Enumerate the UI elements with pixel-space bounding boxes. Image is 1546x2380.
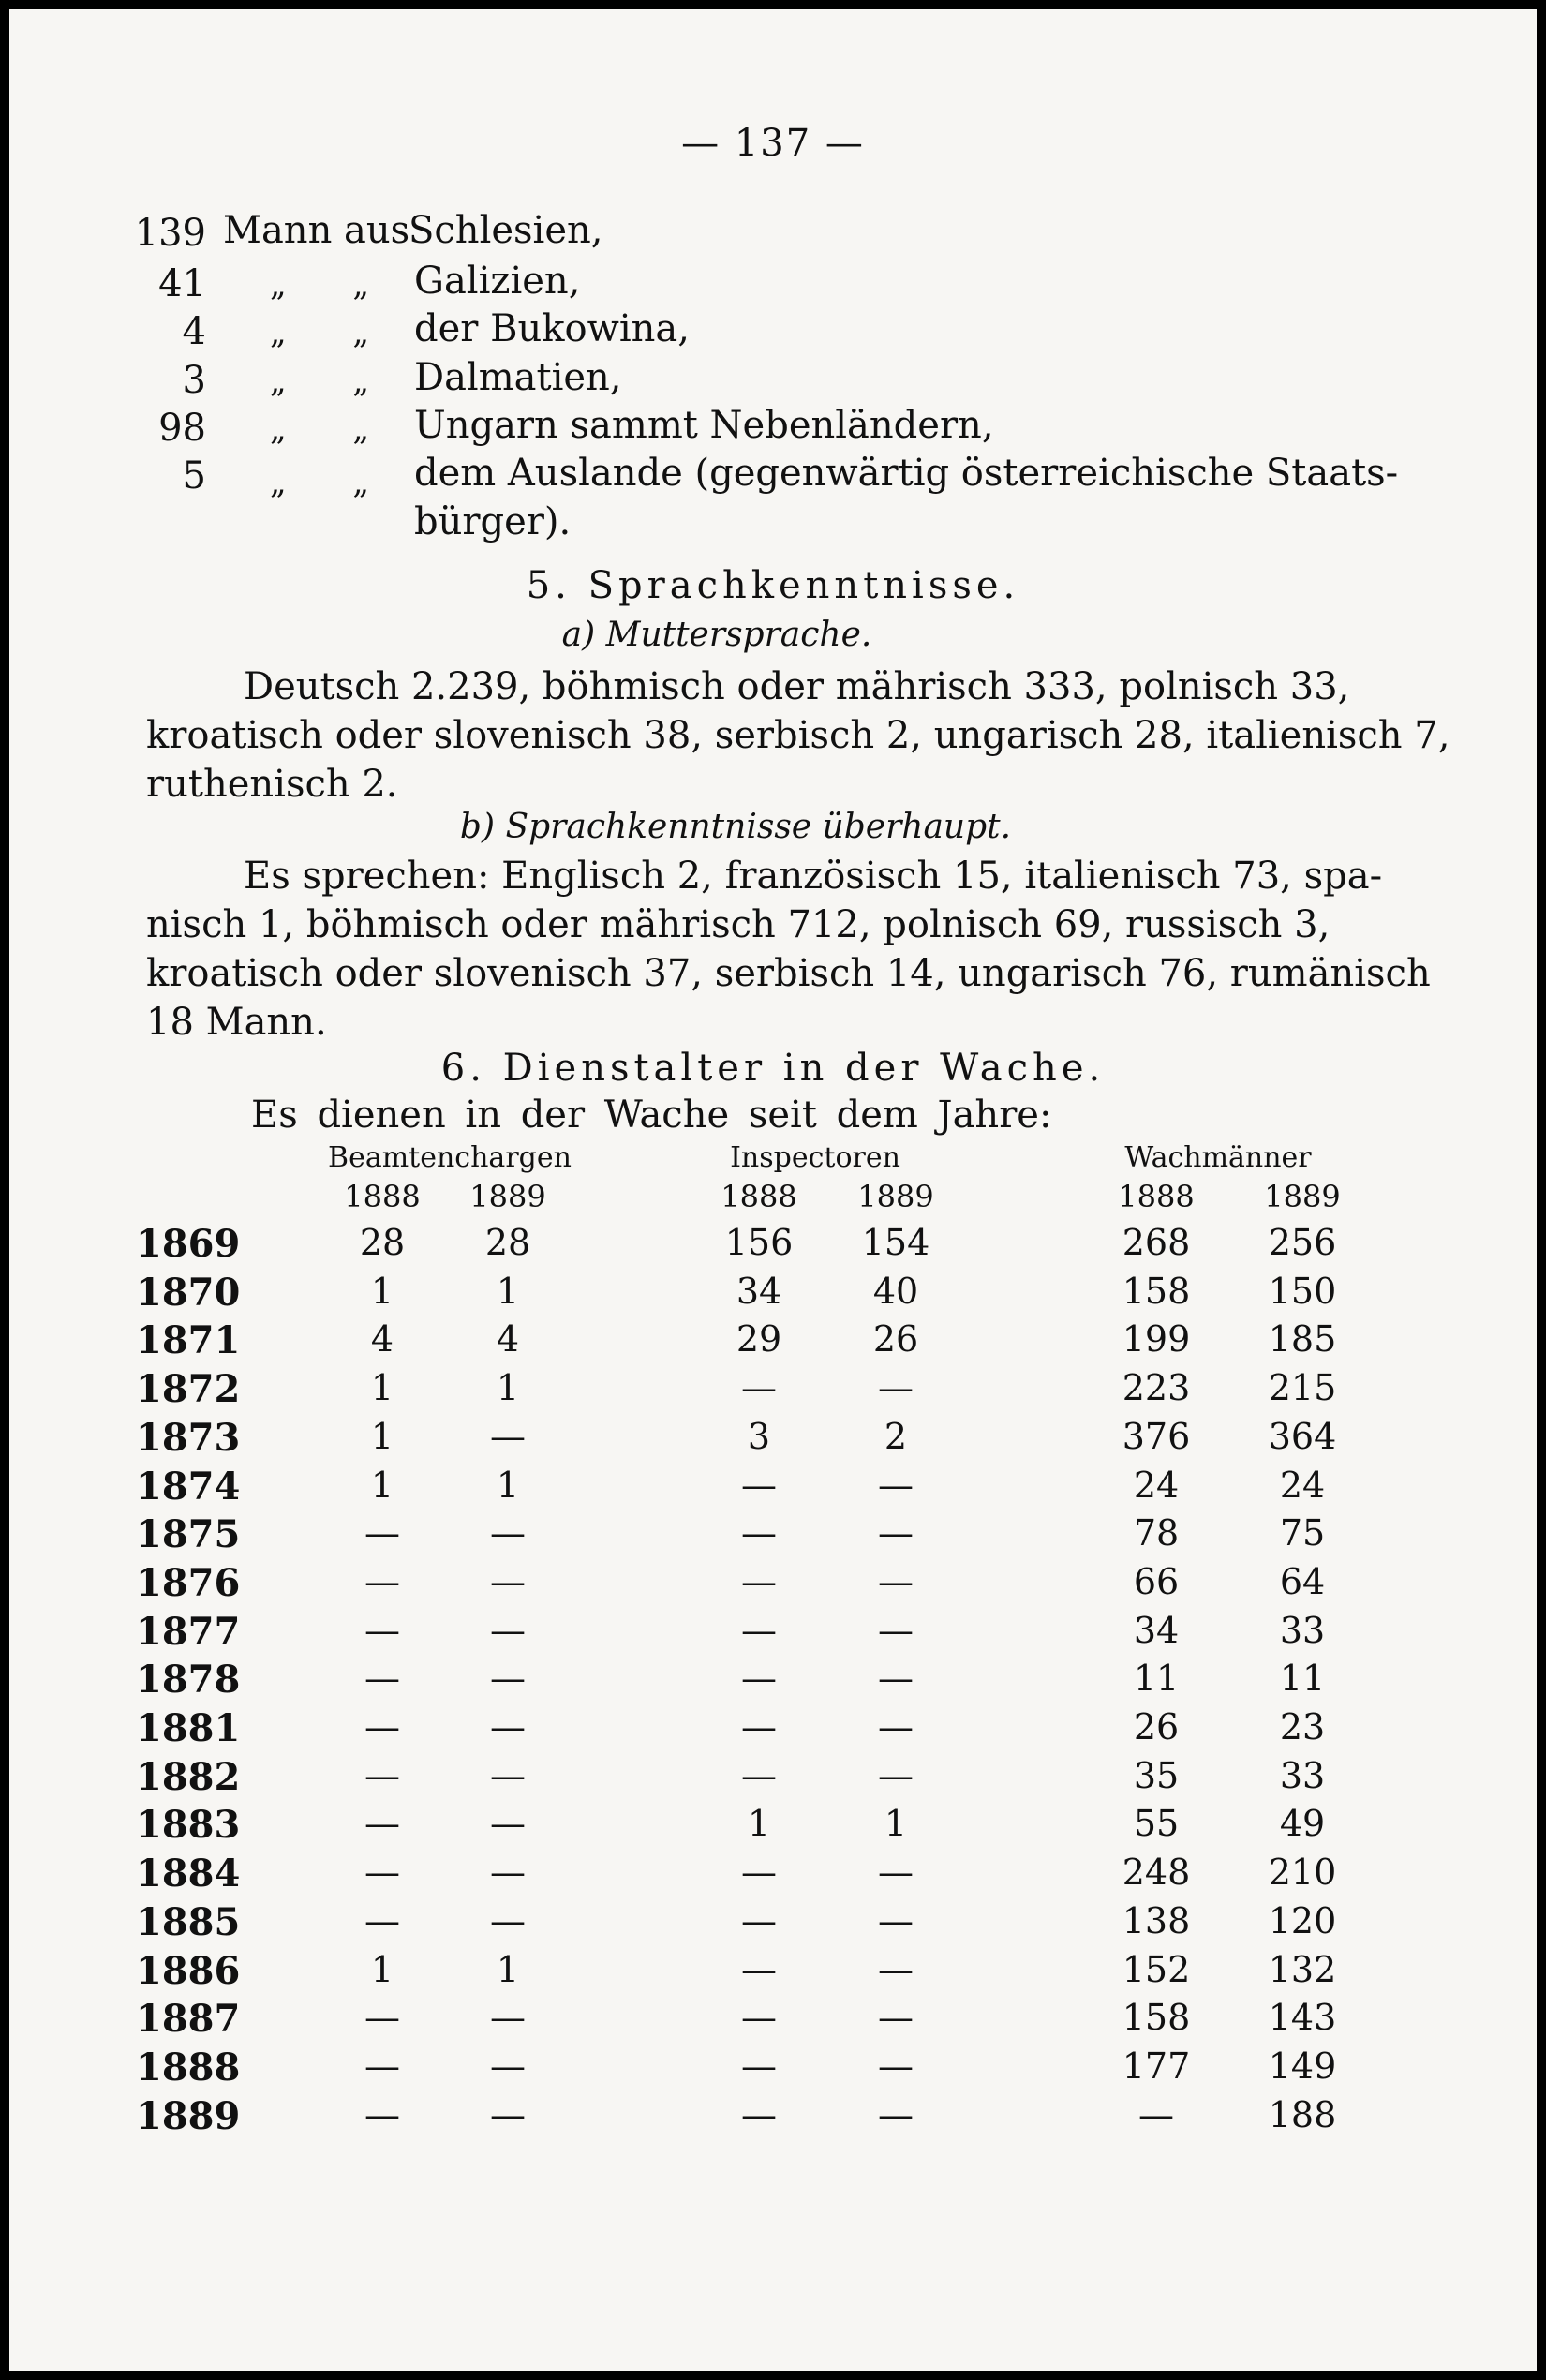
origin-prefix: „ „	[270, 314, 370, 351]
row-year: 1878	[136, 1658, 241, 1702]
table-cell: —	[364, 1561, 400, 1602]
table-cell: —	[878, 1465, 914, 1506]
origin-count: 139	[134, 212, 206, 255]
table-cell: —	[364, 2094, 400, 2135]
table-cell: —	[364, 1755, 400, 1796]
row-year: 1886	[136, 1949, 241, 1993]
table-cell: 152	[1122, 1949, 1191, 1990]
column-year-header: 1888	[721, 1179, 797, 1214]
origin-prefix: „ „	[270, 464, 370, 501]
table-cell: 23	[1279, 1706, 1326, 1748]
table-cell: 1	[884, 1803, 908, 1844]
column-year-header: 1889	[1264, 1179, 1341, 1214]
table-cell: 11	[1279, 1658, 1326, 1699]
table-cell: 1	[370, 1949, 394, 1990]
origin-place: Schlesien,	[409, 209, 603, 252]
table-cell: 1	[370, 1416, 394, 1457]
table-cell: —	[878, 1367, 914, 1408]
table-cell: 75	[1279, 1512, 1326, 1554]
column-group-header: Inspectoren	[730, 1141, 900, 1174]
table-cell: 3	[747, 1416, 771, 1457]
table-cell: 256	[1268, 1222, 1337, 1263]
table-cell: —	[490, 1416, 526, 1457]
table-cell: 138	[1122, 1900, 1191, 1941]
table-cell: 4	[496, 1318, 520, 1360]
row-year: 1876	[136, 1561, 241, 1605]
section-6-heading: 6. Dienstalter in der Wache.	[440, 1047, 1106, 1090]
table-cell: —	[878, 2045, 914, 2087]
paragraph-line: 18 Mann.	[146, 1001, 327, 1044]
table-cell: 34	[736, 1271, 782, 1312]
table-cell: 143	[1268, 1997, 1337, 2038]
paragraph-line: Es sprechen: Englisch 2, französisch 15, italienisch 73, spa-	[244, 855, 1383, 898]
table-cell: 33	[1279, 1755, 1326, 1796]
table-cell: —	[878, 1949, 914, 1990]
table-cell: —	[364, 1610, 400, 1651]
table-cell: 376	[1122, 1416, 1191, 1457]
paragraph-line: Deutsch 2.239, böhmisch oder mährisch 333, polnisch 33,	[244, 665, 1350, 708]
table-cell: 177	[1122, 2045, 1191, 2087]
origin-count: 41	[158, 262, 206, 305]
table-cell: 4	[370, 1318, 394, 1360]
table-cell: —	[878, 1561, 914, 1602]
table-cell: —	[741, 1755, 777, 1796]
table-cell: 120	[1268, 1900, 1337, 1941]
table-cell: —	[741, 1610, 777, 1651]
table-cell: 1	[370, 1465, 394, 1506]
table-cell: —	[364, 1803, 400, 1844]
row-year: 1887	[136, 1997, 241, 2041]
table-cell: 248	[1122, 1852, 1191, 1893]
paragraph-line: kroatisch oder slovenisch 38, serbisch 2, ungarisch 28, italienisch 7,	[146, 714, 1450, 757]
table-cell: —	[741, 2094, 777, 2135]
column-year-header: 1888	[344, 1179, 421, 1214]
table-cell: 150	[1268, 1271, 1337, 1312]
table-cell: 24	[1133, 1465, 1180, 1506]
table-cell: —	[490, 1997, 526, 2038]
table-cell: 188	[1268, 2094, 1337, 2135]
table-cell: 1	[496, 1949, 520, 1990]
row-year: 1877	[136, 1610, 241, 1654]
row-year: 1874	[136, 1465, 241, 1509]
table-cell: —	[364, 1852, 400, 1893]
table-cell: —	[364, 1658, 400, 1699]
origin-place: Dalmatien,	[414, 356, 622, 399]
table-cell: —	[741, 1561, 777, 1602]
table-cell: —	[490, 1512, 526, 1554]
section-5-heading: 5. Sprachkenntnisse.	[526, 564, 1020, 607]
table-cell: —	[490, 1755, 526, 1796]
table-cell: 199	[1122, 1318, 1191, 1360]
table-cell: —	[741, 1367, 777, 1408]
origin-prefix: „ „	[270, 266, 370, 304]
table-cell: 1	[496, 1367, 520, 1408]
table-cell: —	[878, 2094, 914, 2135]
table-cell: 33	[1279, 1610, 1326, 1651]
table-cell: 1	[496, 1271, 520, 1312]
page-number: — 137 —	[681, 122, 865, 165]
origin-prefix: „ „	[270, 363, 370, 400]
table-cell: 158	[1122, 1997, 1191, 2038]
paragraph-line: ruthenisch 2.	[146, 763, 398, 806]
table-cell: 26	[872, 1318, 919, 1360]
table-cell: 55	[1133, 1803, 1180, 1844]
table-cell: 158	[1122, 1271, 1191, 1312]
table-cell: —	[364, 1512, 400, 1554]
table-cell: —	[741, 1465, 777, 1506]
table-cell: —	[878, 1512, 914, 1554]
table-cell: 149	[1268, 2045, 1337, 2087]
table-cell: 223	[1122, 1367, 1191, 1408]
table-cell: 49	[1279, 1803, 1326, 1844]
column-group-header: Wachmänner	[1124, 1141, 1312, 1174]
table-cell: —	[364, 2045, 400, 2087]
row-year: 1885	[136, 1900, 241, 1944]
table-cell: —	[878, 1852, 914, 1893]
table-cell: —	[364, 1706, 400, 1748]
table-cell: —	[490, 1706, 526, 1748]
table-cell: —	[741, 1706, 777, 1748]
origin-place: Ungarn sammt Nebenländern,	[414, 404, 994, 447]
table-cell: —	[490, 1852, 526, 1893]
table-cell: 364	[1268, 1416, 1337, 1457]
table-cell: 24	[1279, 1465, 1326, 1506]
table-cell: —	[741, 1852, 777, 1893]
table-cell: —	[878, 1755, 914, 1796]
table-cell: —	[490, 1900, 526, 1941]
table-cell: —	[490, 2094, 526, 2135]
table-cell: —	[878, 1900, 914, 1941]
origin-prefix: Mann aus	[223, 209, 410, 252]
table-cell: 185	[1268, 1318, 1337, 1360]
table-cell: —	[490, 1658, 526, 1699]
table-cell: —	[878, 1706, 914, 1748]
table-cell: —	[741, 1900, 777, 1941]
table-cell: —	[490, 1561, 526, 1602]
table-cell: —	[741, 2045, 777, 2087]
column-year-header: 1889	[469, 1179, 546, 1214]
origin-count: 98	[158, 407, 206, 450]
column-year-header: 1888	[1118, 1179, 1195, 1214]
table-cell: —	[741, 1658, 777, 1699]
row-year: 1883	[136, 1803, 241, 1847]
row-year: 1884	[136, 1852, 241, 1896]
table-cell: 1	[370, 1271, 394, 1312]
table-cell: —	[741, 1997, 777, 2038]
table-cell: 78	[1133, 1512, 1180, 1554]
origin-place: der Bukowina,	[414, 307, 690, 350]
table-cell: —	[490, 1610, 526, 1651]
column-group-header: Beamtenchargen	[328, 1141, 572, 1174]
origin-prefix: „ „	[270, 410, 370, 448]
table-cell: —	[878, 1658, 914, 1699]
table-cell: —	[878, 1610, 914, 1651]
table-cell: 28	[359, 1222, 406, 1263]
row-year: 1888	[136, 2045, 241, 2090]
table-cell: 154	[861, 1222, 930, 1263]
row-year: 1870	[136, 1271, 241, 1315]
table-cell: 1	[747, 1803, 771, 1844]
origin-count: 4	[182, 310, 206, 353]
book-page	[9, 9, 1537, 2371]
row-year: 1872	[136, 1367, 241, 1411]
row-year: 1882	[136, 1755, 241, 1799]
section-6-intro: Es dienen in der Wache seit dem Jahre:	[251, 1093, 1052, 1137]
section-5a-subheading: a) Muttersprache.	[561, 616, 872, 654]
table-cell: 28	[484, 1222, 531, 1263]
table-cell: —	[741, 1512, 777, 1554]
table-cell: 268	[1122, 1222, 1191, 1263]
table-cell: —	[364, 1997, 400, 2038]
table-cell: 2	[884, 1416, 908, 1457]
table-cell: 64	[1279, 1561, 1326, 1602]
paragraph-line: kroatisch oder slovenisch 37, serbisch 14, ungarisch 76, rumänisch	[146, 952, 1431, 995]
row-year: 1881	[136, 1706, 241, 1750]
table-cell: —	[1138, 2094, 1174, 2135]
origin-continuation: bürger).	[414, 500, 572, 543]
origin-place: dem Auslande (gegenwärtig österreichische Staats-	[414, 452, 1399, 495]
table-cell: —	[490, 2045, 526, 2087]
table-cell: —	[364, 1900, 400, 1941]
paragraph-line: nisch 1, böhmisch oder mährisch 712, polnisch 69, russisch 3,	[146, 903, 1330, 946]
origin-place: Galizien,	[414, 260, 581, 303]
row-year: 1873	[136, 1416, 241, 1460]
table-cell: 66	[1133, 1561, 1180, 1602]
section-5b-subheading: b) Sprachkenntnisse überhaupt.	[459, 808, 1012, 846]
table-cell: 11	[1133, 1658, 1180, 1699]
row-year: 1889	[136, 2094, 241, 2138]
table-cell: 26	[1133, 1706, 1180, 1748]
origin-count: 3	[182, 359, 206, 402]
table-cell: 210	[1268, 1852, 1337, 1893]
table-cell: —	[878, 1997, 914, 2038]
table-cell: 1	[370, 1367, 394, 1408]
table-cell: 34	[1133, 1610, 1180, 1651]
table-cell: 132	[1268, 1949, 1337, 1990]
row-year: 1869	[136, 1222, 241, 1266]
table-cell: 1	[496, 1465, 520, 1506]
table-cell: 29	[736, 1318, 782, 1360]
row-year: 1875	[136, 1512, 241, 1556]
row-year: 1871	[136, 1318, 241, 1362]
column-year-header: 1889	[857, 1179, 934, 1214]
table-cell: —	[490, 1803, 526, 1844]
table-cell: —	[741, 1949, 777, 1990]
table-cell: 215	[1268, 1367, 1337, 1408]
table-cell: 35	[1133, 1755, 1180, 1796]
origin-count: 5	[182, 454, 206, 498]
table-cell: 40	[872, 1271, 919, 1312]
table-cell: 156	[724, 1222, 794, 1263]
